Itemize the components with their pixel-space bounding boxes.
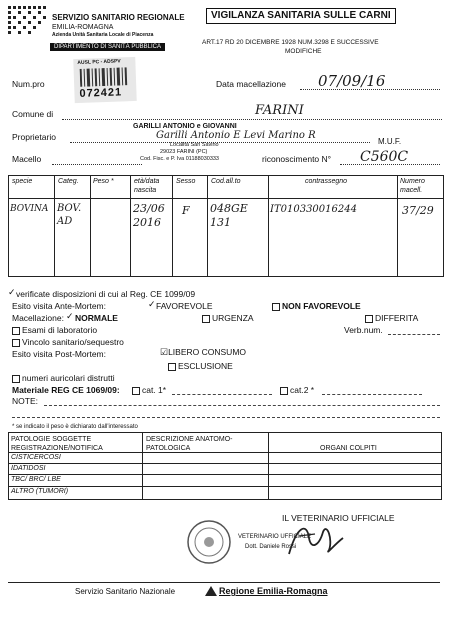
note-line-1 bbox=[44, 405, 440, 406]
note-line-2 bbox=[12, 417, 440, 418]
cell-categ[interactable]: BOV. AD bbox=[57, 203, 82, 227]
comune-value[interactable]: FARINI bbox=[255, 103, 304, 118]
law-reference-1: ART.17 RD 20 DICEMBRE 1928 NUM.3298 E SUCCESSIVE bbox=[202, 39, 379, 46]
non-favorevole-checkbox[interactable] bbox=[272, 303, 280, 311]
libero-consumo-option[interactable] bbox=[160, 348, 246, 357]
cell-numero-macell[interactable]: 37/29 bbox=[402, 204, 434, 217]
signature-stamp-2: Dott. Daniele Rossi bbox=[245, 544, 297, 550]
auricolari-checkbox[interactable] bbox=[12, 375, 20, 383]
cell-cod-allto[interactable]: 048GE 131 bbox=[210, 202, 248, 229]
org-line3: Azienda Unità Sanitaria Locale di Piacenza bbox=[52, 32, 154, 38]
header-specie: specie bbox=[12, 178, 33, 185]
data-macellazione-label: Data macellazione bbox=[216, 79, 286, 89]
pathology-row-idatidosi: IDATIDOSI bbox=[11, 465, 46, 472]
proprietario-stamp-1: GARILLI ANTONIO e GIOVANNI bbox=[133, 123, 237, 130]
cell-sesso[interactable]: F bbox=[182, 204, 190, 217]
normale-label: NORMALE bbox=[75, 313, 118, 323]
cat2-line bbox=[322, 394, 422, 395]
riconoscimento-value[interactable]: C560C bbox=[360, 149, 409, 165]
handwritten-signature-icon bbox=[285, 516, 345, 560]
ante-mortem-label: Esito visita Ante-Mortem: bbox=[12, 301, 107, 311]
signature-stamp-1: VETERINARIO UFFICIALE bbox=[238, 534, 312, 540]
header-categ: Categ. bbox=[58, 178, 79, 185]
pathology-row-cisticercosi: CISTICERCOSI bbox=[11, 454, 61, 461]
cell-contrassegno[interactable]: IT010330016244 bbox=[270, 204, 357, 215]
post-mortem-label: Esito visita Post-Mortem: bbox=[12, 349, 106, 359]
note-label: NOTE: bbox=[12, 396, 38, 406]
org-line1: SERVIZIO SANITARIO REGIONALE bbox=[52, 13, 185, 22]
differita-label: DIFFERITA bbox=[375, 313, 419, 323]
region-logo-icon bbox=[205, 586, 217, 596]
official-seal-icon bbox=[186, 519, 232, 565]
ausl-stamp-text: AUSL PC - ADSPV bbox=[77, 58, 121, 66]
comune-line bbox=[62, 119, 442, 120]
pathology-header-1: PATOLOGIE SOGGETTE REGISTRAZIONE/NOTIFICA bbox=[11, 436, 103, 452]
footer-divider bbox=[8, 582, 440, 583]
proprietario-stamp-4: Cod. Fisc. e P. Iva 01188030333 bbox=[140, 156, 219, 162]
normale-checkbox[interactable]: ✓ bbox=[66, 311, 74, 321]
esami-option[interactable] bbox=[12, 326, 97, 335]
header-peso: Peso * bbox=[93, 178, 114, 185]
law-reference-2: MODIFICHE bbox=[285, 48, 322, 55]
barcode-icon bbox=[80, 67, 131, 87]
header-contrassegno: contrassegno bbox=[305, 178, 348, 185]
pathology-row-altro: ALTRO (TUMORI) bbox=[11, 488, 69, 495]
num-pro-label: Num.pro bbox=[12, 79, 45, 89]
header-numero-macell: Numero macell. bbox=[400, 178, 425, 194]
urgenza-option[interactable] bbox=[202, 314, 254, 323]
esami-label: Esami di laboratorio bbox=[22, 325, 98, 335]
comune-label: Comune di bbox=[12, 109, 54, 119]
cat1-line bbox=[172, 394, 272, 395]
animal-table-header-line bbox=[8, 198, 443, 199]
differita-option[interactable] bbox=[365, 314, 418, 323]
data-macellazione-value[interactable]: 07/09/16 bbox=[318, 72, 386, 90]
esami-checkbox[interactable] bbox=[12, 327, 20, 335]
libero-consumo-label: LIBERO CONSUMO bbox=[168, 347, 247, 357]
cat1-option[interactable] bbox=[132, 386, 166, 395]
cell-specie[interactable]: BOVINA bbox=[10, 204, 49, 214]
materiale-label: Materiale REG CE 1069/09: bbox=[12, 385, 120, 395]
non-favorevole-option[interactable] bbox=[272, 302, 361, 311]
document-title: VIGILANZA SANITARIA SULLE CARNI bbox=[206, 8, 396, 24]
differita-checkbox[interactable] bbox=[365, 315, 373, 323]
cell-eta[interactable]: 23/06 2016 bbox=[133, 202, 165, 229]
non-favorevole-label: NON FAVOREVOLE bbox=[282, 301, 361, 311]
pathology-header-3: ORGANI COLPITI bbox=[320, 445, 377, 452]
footer-right: Regione Emilia-Romagna bbox=[219, 586, 328, 596]
verificate-label: verificate disposizioni di cui al Reg. CE 1099/09 bbox=[16, 289, 196, 299]
esclusione-label: ESCLUSIONE bbox=[178, 361, 233, 371]
macello-line bbox=[52, 164, 142, 165]
esclusione-option[interactable] bbox=[168, 362, 233, 371]
verificate-checkbox[interactable]: ✓ bbox=[8, 287, 16, 297]
cat2-checkbox[interactable] bbox=[280, 387, 288, 395]
ausl-stamp bbox=[73, 57, 136, 103]
proprietario-line bbox=[70, 142, 370, 143]
cat2-label: cat.2 * bbox=[290, 385, 315, 395]
esclusione-checkbox[interactable] bbox=[168, 363, 176, 371]
auricolari-option[interactable] bbox=[12, 374, 115, 383]
proprietario-stamp-3: 29023 FARINI (PC) bbox=[160, 149, 208, 155]
department-label: DIPARTIMENTO DI SANITÀ PUBBLICA bbox=[50, 43, 165, 51]
signature-title: IL VETERINARIO UFFICIALE bbox=[282, 513, 395, 523]
pathology-row-tbc: TBC/ BRC/ LBE bbox=[11, 476, 61, 483]
stamp-number: 072421 bbox=[79, 86, 123, 100]
libero-consumo-checkbox[interactable]: ☑ bbox=[160, 347, 169, 357]
vincolo-label: Vincolo sanitario/sequestro bbox=[22, 337, 124, 347]
vincolo-checkbox[interactable] bbox=[12, 339, 20, 347]
pathology-header-2: DESCRIZIONE ANATOMO-PATOLOGICA bbox=[146, 436, 233, 452]
header-sesso: Sesso bbox=[176, 178, 196, 185]
header-eta: età/data nascita bbox=[134, 178, 160, 194]
vincolo-option[interactable] bbox=[12, 338, 124, 347]
auricolari-label: numeri auricolari distrutti bbox=[22, 373, 115, 383]
urgenza-checkbox[interactable] bbox=[202, 315, 210, 323]
macellazione-label: Macellazione: bbox=[12, 313, 64, 323]
org-line2: EMILIA-ROMAGNA bbox=[52, 24, 114, 31]
proprietario-value[interactable]: Garilli Antonio E Levi Marino R bbox=[156, 130, 316, 141]
favorevole-checkbox[interactable]: ✓ bbox=[148, 299, 156, 309]
proprietario-label: Proprietario bbox=[12, 132, 56, 142]
verb-line bbox=[388, 334, 440, 335]
urgenza-label: URGENZA bbox=[212, 313, 254, 323]
footer-left: Servizio Sanitario Nazionale bbox=[75, 587, 176, 596]
favorevole-label: FAVOREVOLE bbox=[156, 301, 213, 311]
macello-label: Macello bbox=[12, 154, 42, 164]
regional-logo-icon bbox=[8, 6, 48, 38]
verb-label: Verb.num. bbox=[344, 325, 383, 335]
muf-label: M.U.F. bbox=[378, 137, 402, 146]
cat1-checkbox[interactable] bbox=[132, 387, 140, 395]
footnote: * se indicato il peso è dichiarato dall'interessato bbox=[12, 424, 138, 430]
proprietario-stamp-2: Località San Savino bbox=[170, 142, 219, 148]
cat1-label: cat. 1* bbox=[142, 385, 167, 395]
header-cod-allto: Cod.all.to bbox=[211, 178, 241, 185]
riconoscimento-label: riconoscimento N° bbox=[262, 154, 332, 164]
cat2-option[interactable] bbox=[280, 386, 314, 395]
